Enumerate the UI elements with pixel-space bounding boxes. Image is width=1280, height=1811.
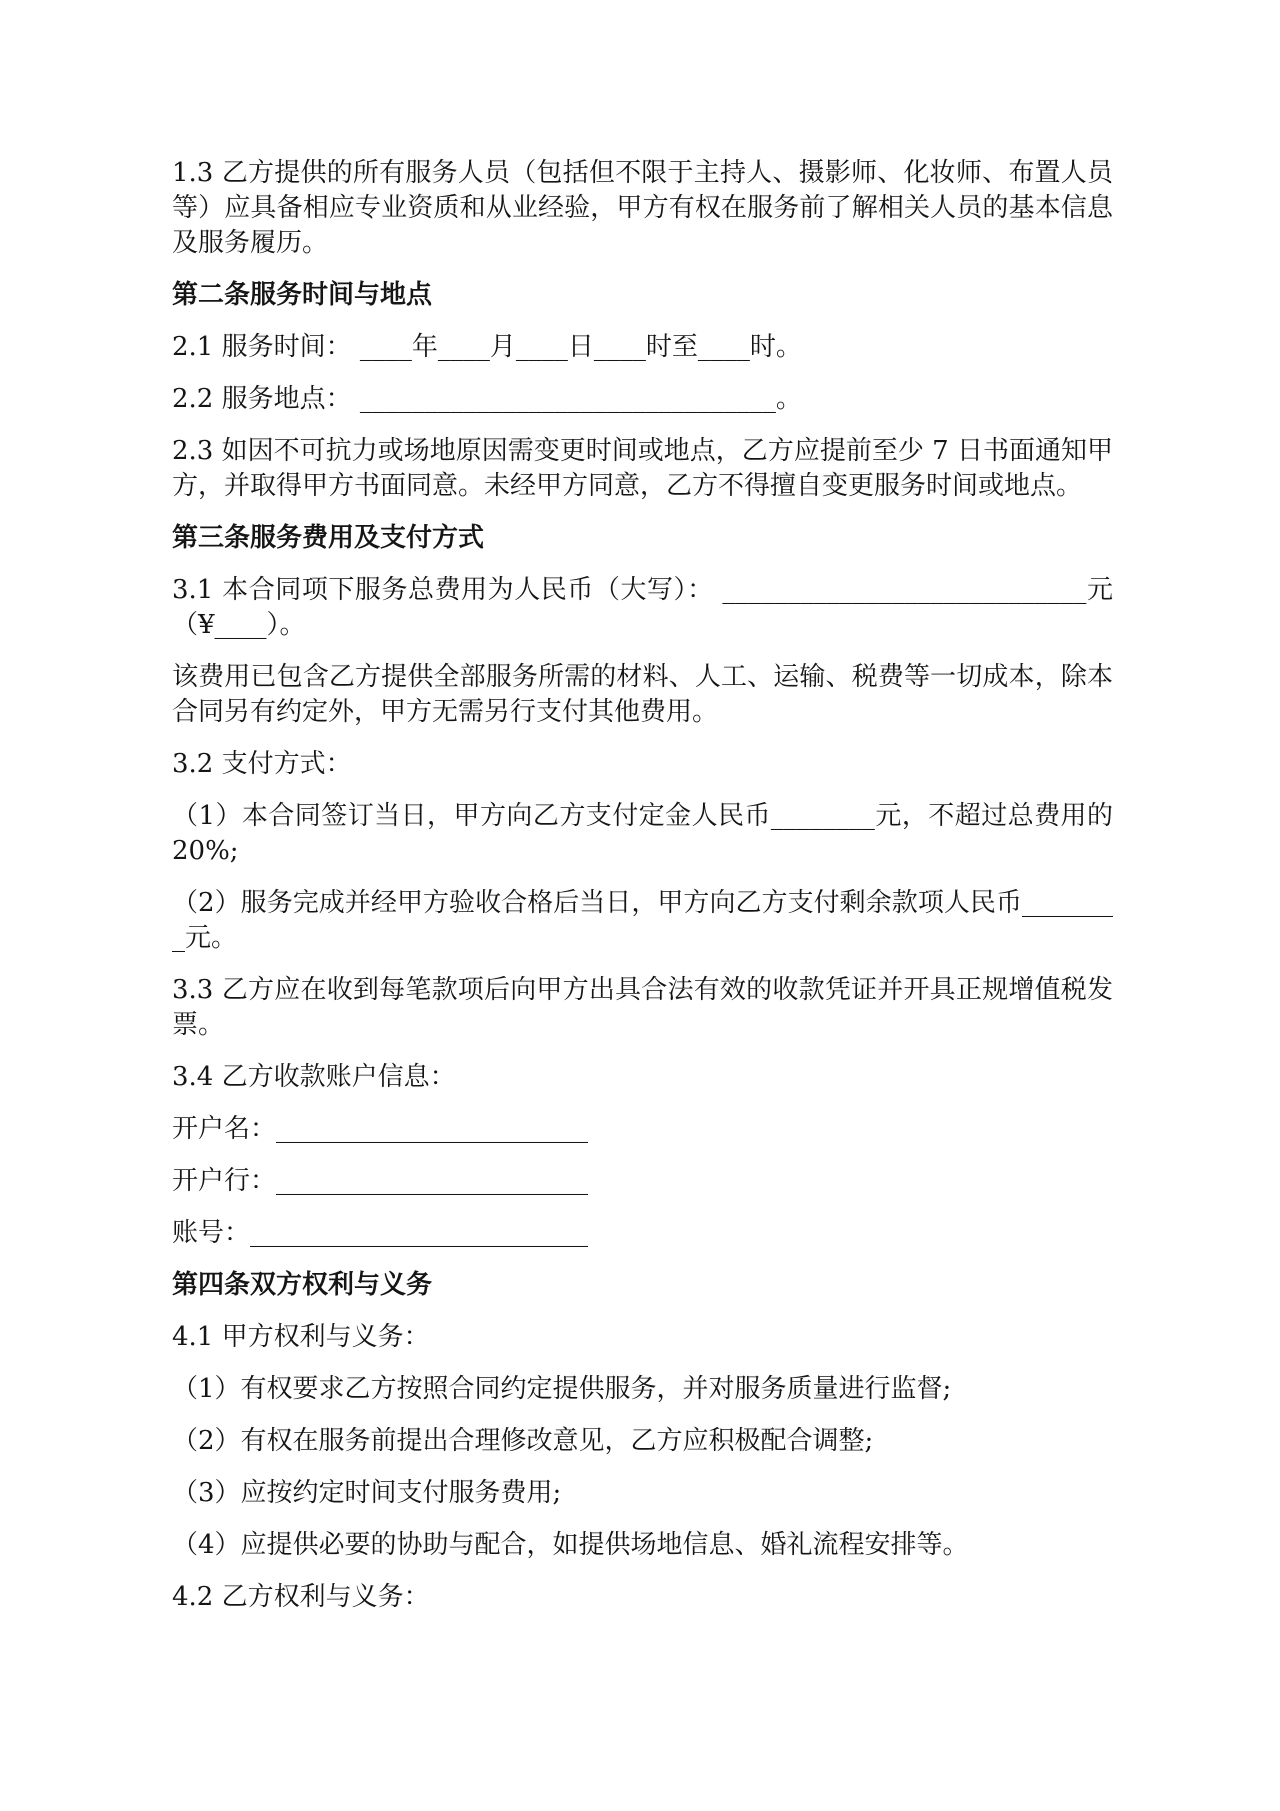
clause-3-1-total-fee: 3.1 本合同项下服务总费用为人民币（大写）： ____________________________元（¥____）。	[172, 575, 1113, 640]
heading-article-2: 第二条服务时间与地点	[172, 280, 433, 310]
clause-2-1-service-time: 2.1 服务时间： ____年____月____日____时至____时。	[172, 332, 802, 362]
heading-article-3: 第三条服务费用及支付方式	[172, 523, 485, 553]
clause-3-4-account-info: 3.4 乙方收款账户信息：	[172, 1062, 456, 1092]
clause-4-1-party-a-rights: 4.1 甲方权利与义务：	[172, 1322, 430, 1352]
clause-3-2-item-1-deposit: （1）本合同签订当日，甲方向乙方支付定金人民币________元，不超过总费用的 20%;	[172, 801, 1113, 866]
clause-1-3: 1.3 乙方提供的所有服务人员（包括但不限于主持人、摄影师、化妆师、布置人员等）应具备相应专业资质和从业经验，甲方有权在服务前了解相关人员的基本信息及服务履历。	[172, 158, 1113, 258]
clause-3-3-receipt: 3.3 乙方应在收到每笔款项后向甲方出具合法有效的收款凭证并开具正规增值税发票。	[172, 975, 1113, 1040]
account-name-line: 开户名：________________________	[172, 1114, 589, 1144]
clause-3-2-item-2-balance: （2）服务完成并经甲方验收合格后当日，甲方向乙方支付剩余款项人民币________元。	[172, 888, 1113, 953]
clause-4-2-party-b-rights: 4.2 乙方权利与义务：	[172, 1582, 430, 1612]
clause-2-2-service-place: 2.2 服务地点： ________________________________。	[172, 384, 802, 414]
heading-article-4: 第四条双方权利与义务	[172, 1270, 433, 1300]
clause-4-1-item-2: （2）有权在服务前提出合理修改意见，乙方应积极配合调整;	[172, 1426, 874, 1456]
clause-2-3-change-notice: 2.3 如因不可抗力或场地原因需变更时间或地点，乙方应提前至少 7 日书面通知甲方，并取得甲方书面同意。未经甲方同意，乙方不得擅自变更服务时间或地点。	[172, 436, 1113, 501]
bank-name-line: 开户行：________________________	[172, 1166, 589, 1196]
clause-4-1-item-3: （3）应按约定时间支付服务费用;	[172, 1478, 562, 1508]
clause-4-1-item-4: （4）应提供必要的协助与配合，如提供场地信息、婚礼流程安排等。	[172, 1530, 969, 1560]
clause-3-2-payment-method: 3.2 支付方式：	[172, 749, 352, 779]
clause-4-1-item-1: （1）有权要求乙方按照合同约定提供服务，并对服务质量进行监督;	[172, 1374, 952, 1404]
clause-3-1-fee-note: 该费用已包含乙方提供全部服务所需的材料、人工、运输、税费等一切成本，除本合同另有约定外，甲方无需另行支付其他费用。	[172, 662, 1113, 727]
account-number-line: 账号：__________________________	[172, 1218, 589, 1248]
